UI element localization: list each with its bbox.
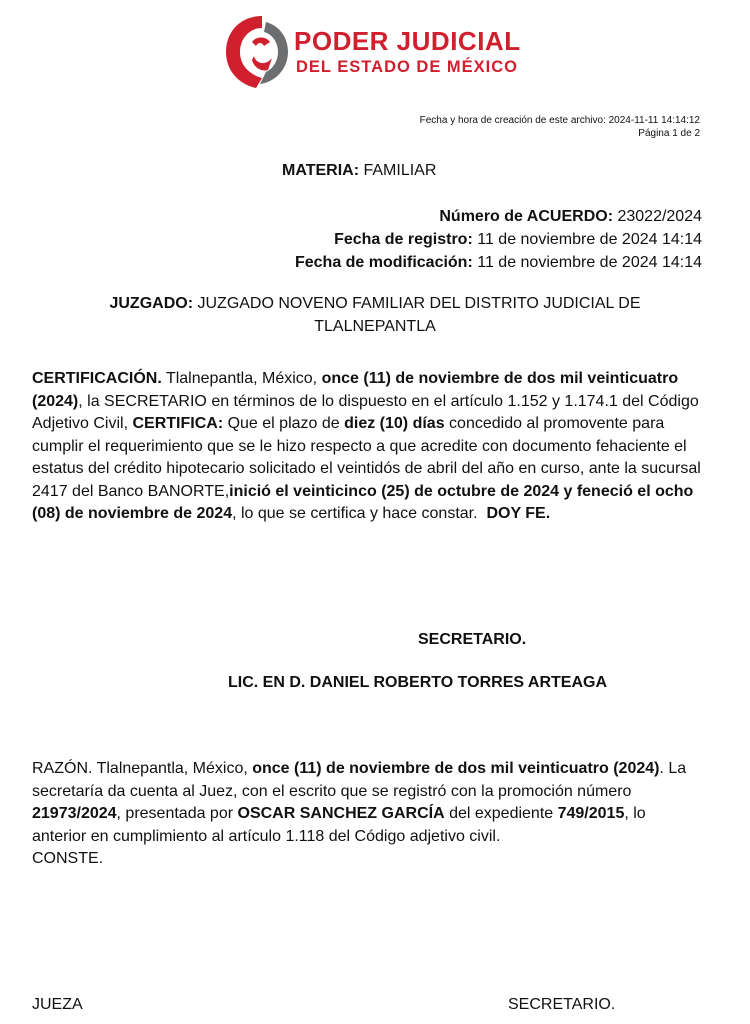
jueza-signature-label: JUEZA: [32, 996, 83, 1013]
logo-subtitle: DEL ESTADO DE MÉXICO: [296, 58, 518, 76]
materia-value: FAMILIAR: [363, 162, 437, 179]
juzgado-value-line2: TLALNEPANTLA: [314, 318, 436, 335]
juzgado-label: JUZGADO:: [109, 295, 194, 312]
fecha-modificacion: Fecha de modificación: 11 de noviembre de 2024 14:14: [294, 254, 702, 271]
acuerdo-number: Número de ACUERDO: 23022/2024: [439, 208, 702, 225]
page-number: Página 1 de 2: [638, 128, 700, 139]
certificacion-paragraph: CERTIFICACIÓN. Tlalnepantla, México, once (11) de noviembre de dos mil veinticuatro (2024), la SECRETARIO en términos de lo dispuesto en el artículo 1.152 y 1.174.1 del Código Adjetivo Civil, CERTIFICA: Que el plazo de diez (10) días concedido al promovente para cumplir el requerimiento que se le hizo respecto a que acredite con documento fehaciente el estatus del crédito hipotecario solicitado el veintidós de abril del año en curso, ante la sucursal 2417 del Banco BANORTE,inició el veinticinco (25) de octubre de 2024 y feneció el ocho (08) de noviembre de 2024, lo que se certifica y hace constar. DOY FE.: [32, 370, 701, 522]
court-emblem-icon: [222, 12, 292, 92]
acuerdo-block: [295, 205, 702, 274]
creation-timestamp: Fecha y hora de creación de este archivo: 2024-11-11 14:14:12: [419, 115, 700, 126]
razon-paragraph: RAZÓN. Tlalnepantla, México, once (11) de noviembre de dos mil veinticuatro (2024). La secretaría da cuenta al Juez, con el escrito que se registró con la promoción número 21973/2024, presentada por OSCAR SANCHEZ GARCÍA del expediente 749/2015, lo anterior en cumplimiento al artículo 1.118 del Código adjetivo civil.CONSTE.: [32, 760, 687, 867]
secretario-name: LIC. EN D. DANIEL ROBERTO TORRES ARTEAGA: [228, 674, 607, 691]
juzgado-block: [60, 292, 690, 338]
materia-label: MATERIA:: [282, 162, 360, 179]
court-logo: [222, 12, 522, 92]
juzgado-value: JUZGADO NOVENO FAMILIAR DEL DISTRITO JUDICIAL DE: [197, 295, 641, 312]
logo-title: PODER JUDICIAL: [294, 26, 521, 56]
secretario-signature-label: SECRETARIO.: [508, 996, 616, 1013]
materia-line: [282, 162, 436, 180]
secretario-title: SECRETARIO.: [418, 631, 527, 648]
conste-text: CONSTE.: [32, 850, 104, 867]
fecha-registro: Fecha de registro: 11 de noviembre de 2024 14:14: [334, 231, 702, 248]
file-metadata: [420, 114, 700, 140]
